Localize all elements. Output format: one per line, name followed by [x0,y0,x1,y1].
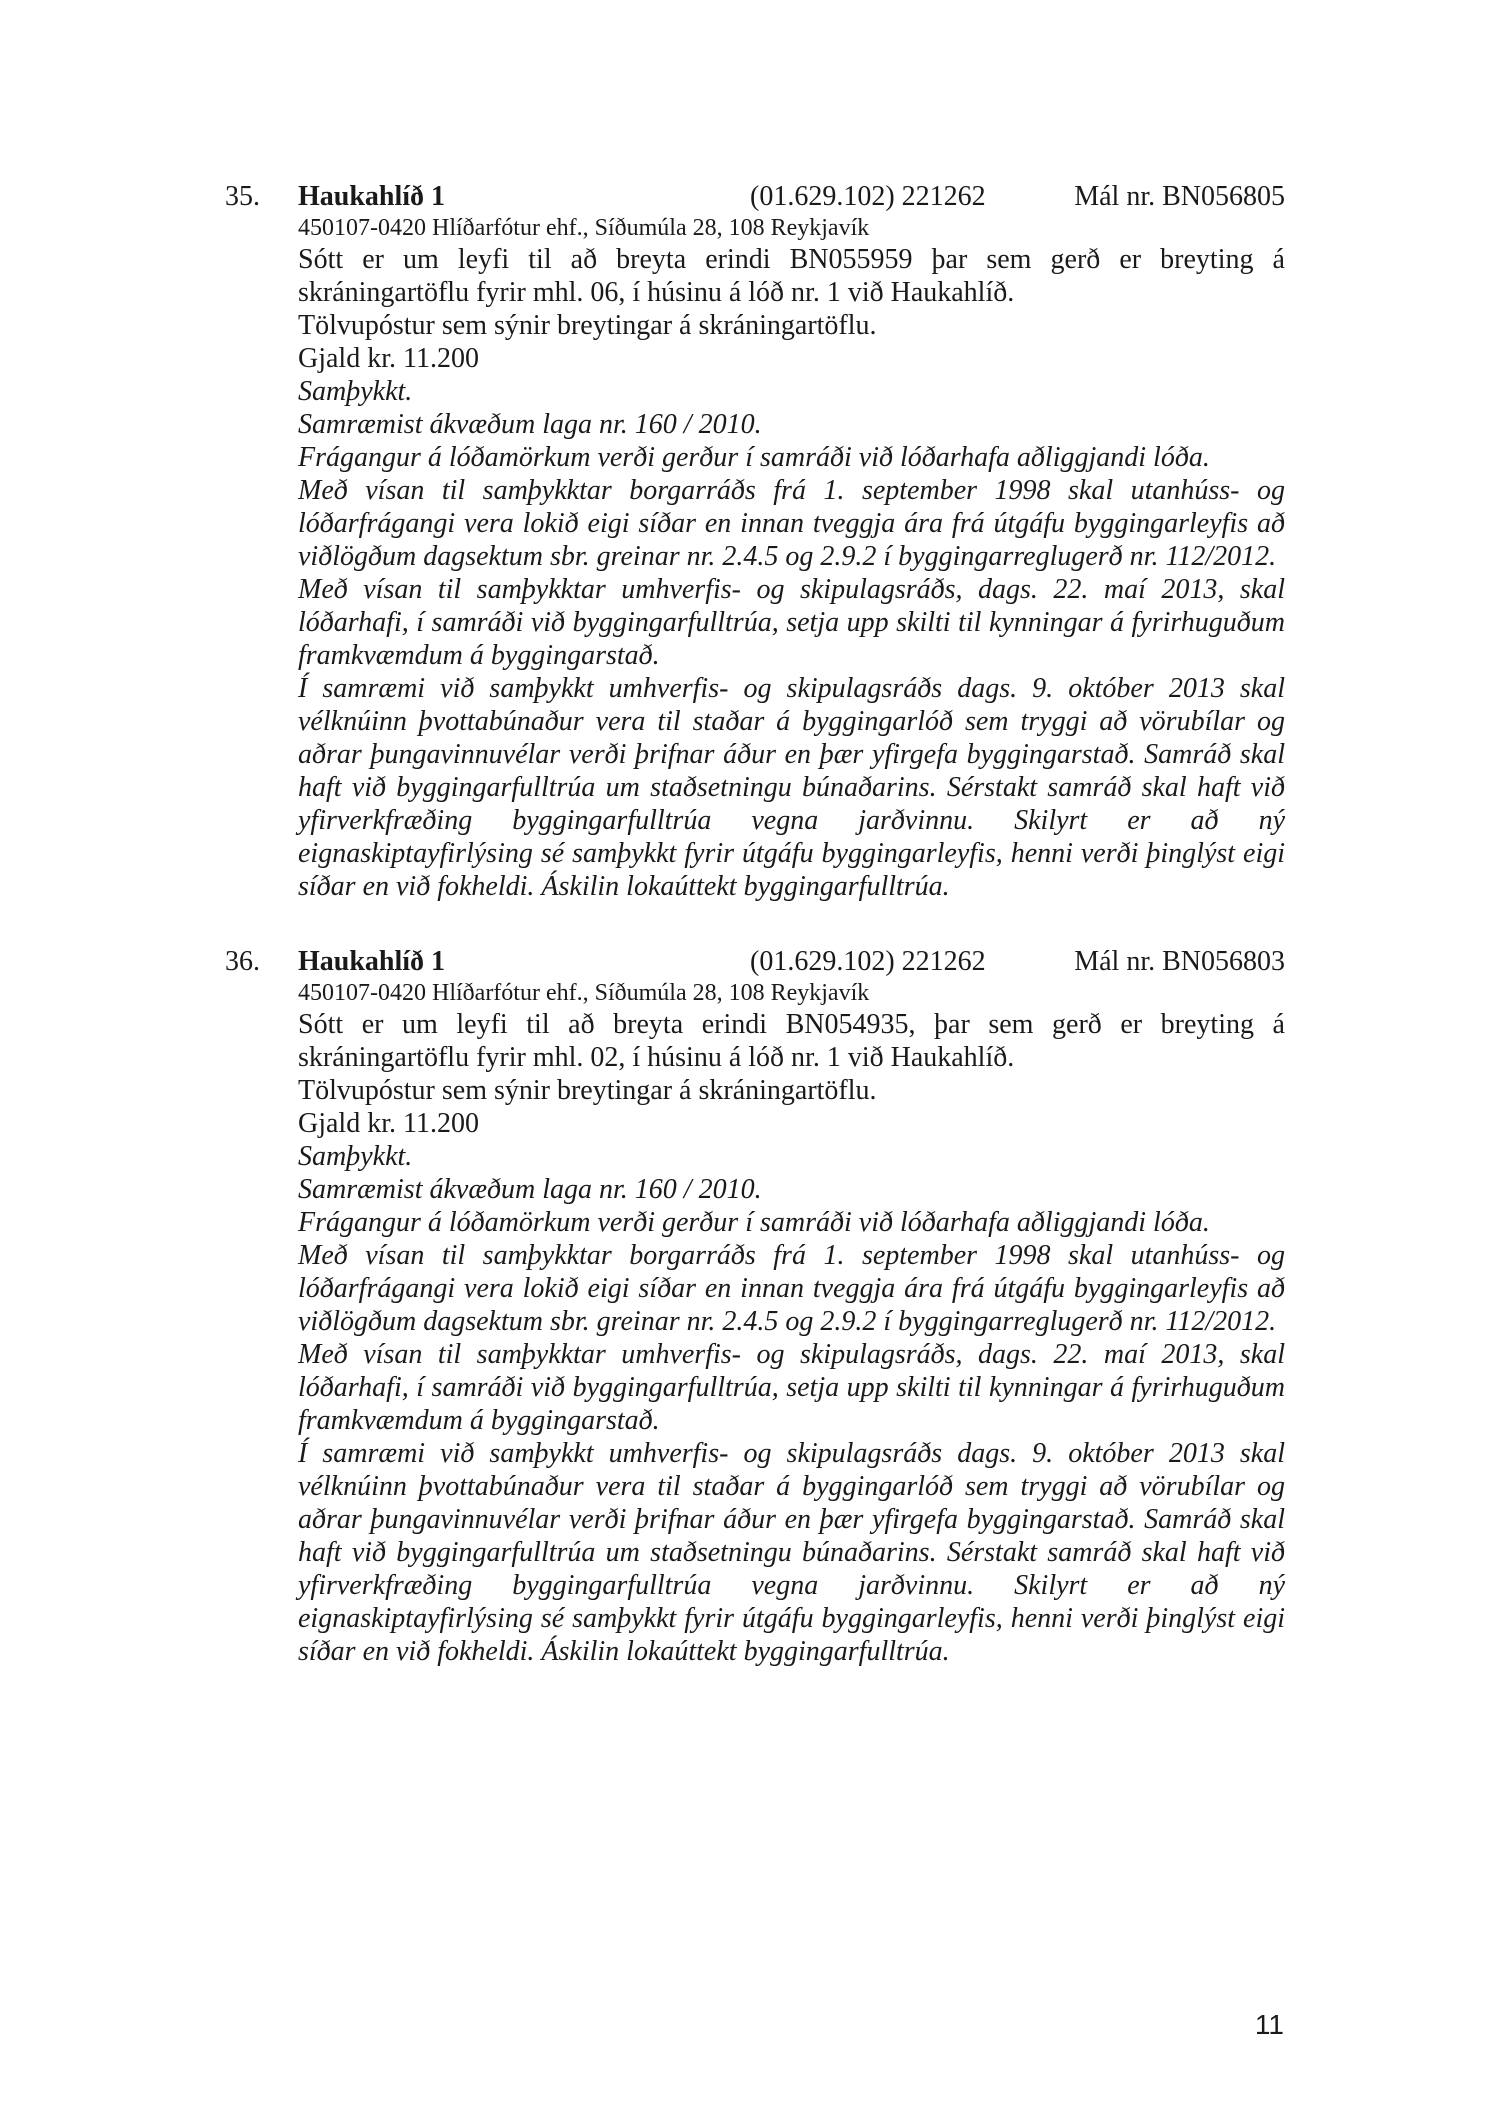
condition-text: Með vísan til samþykktar borgarráðs frá 1. september 1998 skal utanhúss- og lóðarfrágangi vera lokið eigi síðar en innan tveggja ára frá útgáfu byggingarleyfis að viðlögðum dagsektum sbr. greinar nr. 2.4.5 og 2.9.2 í byggingarreglugerð nr. 112/2012. [298,475,1285,572]
case-number: Mál nr. BN056805 [1074,181,1285,212]
entry-number: 35. [225,181,260,212]
condition-text: Með vísan til samþykktar umhverfis- og skipulagsráðs, dags. 22. maí 2013, skal lóðarhafi, í samráði við byggingarfulltrúa, setja upp skilti til kynningar á fyrirhuguðum framkvæmdum á byggingarstað. [298,1339,1285,1436]
property-address: Haukahlíð 1 [298,946,446,977]
applicant-owner: 450107-0420 Hlíðarfótur ehf., Síðumúla 28, 108 Reykjavík [298,980,870,1006]
land-id: (01.629.102) 221262 [750,946,986,977]
condition-text: Með vísan til samþykktar umhverfis- og skipulagsráðs, dags. 22. maí 2013, skal lóðarhafi, í samráði við byggingarfulltrúa, setja upp skilti til kynningar á fyrirhuguðum framkvæmdum á byggingarstað. [298,574,1285,671]
boundary-condition: Frágangur á lóðamörkum verði gerður í samráði við lóðarhafa aðliggjandi lóða. [298,1207,1210,1238]
condition-text: Í samræmi við samþykkt umhverfis- og skipulagsráðs dags. 9. október 2013 skal vélknúinn þvottabúnaður vera til staðar á byggingarlóð sem tryggi að vörubílar og aðrar þungavinnuvélar verði þrifnar áður en þær yfirgefa byggingarstað. Samráð skal haft við byggingarfulltrúa um staðsetningu búnaðarins. Sérstakt samráð skal haft við yfirverkfræðing byggingarfulltrúa vegna jarðvinnu. Skilyrt er að ný eignaskiptayfirlýsing sé samþykkt fyrir útgáfu byggingarleyfis, henni verði þinglýst eigi síðar en við fokheldi. Áskilin lokaúttekt byggingarfulltrúa. [298,673,1285,902]
fee: Gjald kr. 11.200 [298,343,479,374]
entry-header [225,180,1285,213]
condition-text: Með vísan til samþykktar borgarráðs frá 1. september 1998 skal utanhúss- og lóðarfrágangi vera lokið eigi síðar en innan tveggja ára frá útgáfu byggingarleyfis að viðlögðum dagsektum sbr. greinar nr. 2.4.5 og 2.9.2 í byggingarreglugerð nr. 112/2012. [298,1240,1285,1337]
land-id: (01.629.102) 221262 [750,181,986,212]
attachment-note: Tölvupóstur sem sýnir breytingar á skráningartöflu. [298,1075,877,1106]
decision: Samþykkt. [298,1141,413,1172]
boundary-condition: Frágangur á lóðamörkum verði gerður í samráði við lóðarhafa aðliggjandi lóða. [298,442,1210,473]
property-address: Haukahlíð 1 [298,181,446,212]
condition-text: Í samræmi við samþykkt umhverfis- og skipulagsráðs dags. 9. október 2013 skal vélknúinn þvottabúnaður vera til staðar á byggingarlóð sem tryggi að vörubílar og aðrar þungavinnuvélar verði þrifnar áður en þær yfirgefa byggingarstað. Samráð skal haft við byggingarfulltrúa um staðsetningu búnaðarins. Sérstakt samráð skal haft við yfirverkfræðing byggingarfulltrúa vegna jarðvinnu. Skilyrt er að ný eignaskiptayfirlýsing sé samþykkt fyrir útgáfu byggingarleyfis, henni verði þinglýst eigi síðar en við fokheldi. Áskilin lokaúttekt byggingarfulltrúa. [298,1438,1285,1667]
entry-number: 36. [225,946,260,977]
application-text: Sótt er um leyfi til að breyta erindi BN055959 þar sem gerð er breyting á skráningartöflu fyrir mhl. 06, í húsinu á lóð nr. 1 við Haukahlíð. [298,244,1285,308]
applicant-owner: 450107-0420 Hlíðarfótur ehf., Síðumúla 28, 108 Reykjavík [298,215,870,241]
page-number: 11 [1254,2009,1284,2040]
case-entry [225,180,1285,903]
attachment-note: Tölvupóstur sem sýnir breytingar á skráningartöflu. [298,310,877,341]
fee: Gjald kr. 11.200 [298,1108,479,1139]
entry-body [298,978,1285,1668]
entry-body [298,213,1285,903]
law-reference: Samræmist ákvæðum laga nr. 160 / 2010. [298,1174,762,1205]
case-number: Mál nr. BN056803 [1074,946,1285,977]
application-text: Sótt er um leyfi til að breyta erindi BN054935, þar sem gerð er breyting á skráningartöflu fyrir mhl. 02, í húsinu á lóð nr. 1 við Haukahlíð. [298,1009,1285,1073]
entry-header [225,945,1285,978]
law-reference: Samræmist ákvæðum laga nr. 160 / 2010. [298,409,762,440]
case-entry [225,945,1285,1668]
decision: Samþykkt. [298,376,413,407]
